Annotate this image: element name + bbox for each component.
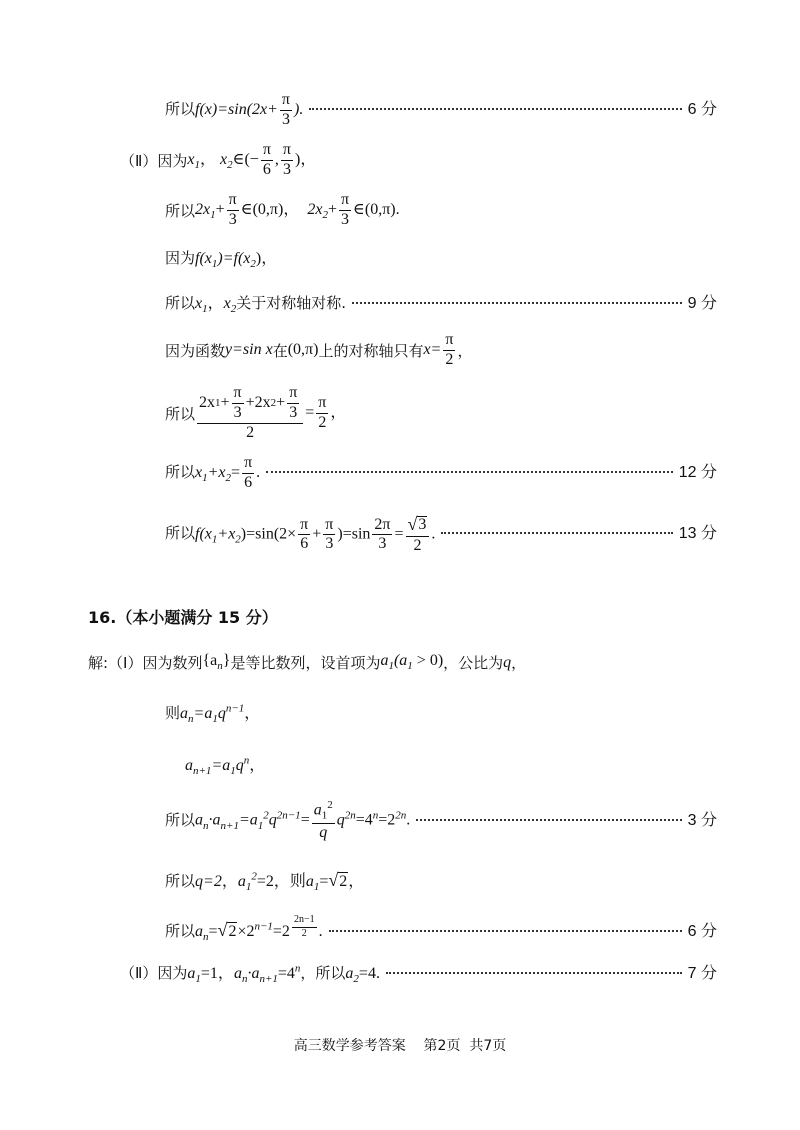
line-final-value	[165, 515, 717, 555]
score: 6 分	[687, 922, 717, 940]
text: （Ⅱ）因为	[120, 151, 188, 170]
text: 所以	[165, 872, 196, 891]
text: 解:（Ⅰ）因为数列	[88, 654, 203, 672]
formula: q	[503, 653, 512, 671]
text: ，	[511, 654, 527, 672]
line-solution-intro	[88, 652, 526, 673]
formula: $x_1$， $x_2\in(-$ $\frac{\pi}{6}$ , $\frac{\pi}{3}$ )，	[187, 141, 317, 178]
line-an-result	[165, 915, 717, 943]
text: 所以	[165, 201, 196, 220]
line-range	[165, 192, 400, 229]
line-sum	[165, 455, 717, 492]
line-q-value	[165, 868, 364, 893]
formula: $\{a_n\}$	[202, 652, 231, 673]
text: 所以	[165, 404, 196, 423]
text: 所以	[165, 810, 196, 829]
formula: f(x)=sin(2x+ $\frac{\pi}{3}$ ).	[195, 91, 304, 128]
line-part2-domain	[120, 142, 316, 179]
line-midpoint	[165, 385, 346, 441]
dot-leader	[266, 471, 673, 473]
formula: $f(x_1)=f(x_2)$，	[195, 250, 278, 271]
score: 13 分	[678, 525, 717, 543]
text: 是等比数列，设首项为	[230, 654, 381, 672]
formula: $a_n=a_1q^{n-1}$，	[180, 702, 261, 726]
formula: y=sin x	[225, 341, 273, 359]
formula: $a_2=4$.	[345, 965, 380, 986]
text: 所以	[165, 921, 196, 940]
text: ，	[457, 341, 473, 360]
text: 所以	[165, 294, 196, 312]
formula: $a_1=1$，$a_n\cdot a_{n+1}=4^n$	[187, 962, 301, 986]
text: 所以	[165, 462, 196, 481]
formula: q=2，$a_1^2=2$，则$a_1=$ √ 2 ，	[195, 870, 365, 894]
formula: $f(x_1+x_2)=\sin(2\times$ $\frac{\pi}{6}$ + $\frac{\pi}{3}$ )=sin $\frac{2\pi}{3}$ = √ 3 2 .	[195, 514, 436, 554]
line-axis	[165, 332, 472, 369]
text: 所以	[165, 99, 196, 118]
formula: $a_n\cdot a_{n+1}=a_1^2q^{2n-1}=$ $\frac{a_1^2}{q}$ $q^{2n}=4^n=2^{2n}$.	[195, 799, 411, 842]
formula: 2x 1 + $\frac{\pi}{3}$ +2x 2 + $\frac{\pi}{3}$ 2 = $\frac{\pi}{2}$ ，	[199, 384, 347, 441]
question-16-heading: 16.（本小题满分 15 分）	[88, 608, 278, 627]
text: 上的对称轴只有	[318, 341, 424, 360]
score: 7 分	[687, 965, 717, 982]
line-an	[165, 700, 260, 725]
formula: $x_1$，$x_2$	[195, 295, 237, 316]
dot-leader	[352, 302, 682, 304]
line-part2-a2	[120, 960, 717, 985]
text: ，公比为	[443, 654, 504, 672]
score: 12 分	[678, 463, 717, 481]
line-product	[165, 800, 717, 842]
line-f-x	[165, 92, 717, 129]
dot-leader	[329, 930, 682, 932]
dot-leader	[441, 532, 672, 534]
formula: $x_1+x_2=$ $\frac{\pi}{6}$ .	[195, 454, 261, 491]
dot-leader	[309, 108, 681, 110]
formula: $a_{n+1}=a_1q^n$，	[185, 754, 266, 778]
dot-leader	[416, 819, 681, 821]
formula: x= $\frac{\pi}{2}$	[423, 331, 454, 368]
line-an1	[185, 752, 265, 777]
line-f-equal	[165, 245, 277, 270]
text: ，所以	[300, 964, 346, 982]
text: 因为	[165, 249, 196, 268]
page-footer: 高三数学参考答案 第2页 共7页	[293, 1038, 507, 1054]
text: 在	[272, 341, 288, 360]
text: （Ⅱ）因为	[120, 964, 188, 982]
score: 9 分	[687, 295, 717, 312]
score: 3 分	[687, 811, 717, 829]
formula: $a_1(a_1 > 0)$	[380, 652, 444, 673]
text: 关于对称轴对称.	[236, 294, 347, 312]
formula: (0,π)	[287, 341, 319, 359]
text: 所以	[165, 524, 196, 543]
text: 则	[165, 704, 181, 723]
line-symmetric	[165, 290, 717, 315]
text: 因为函数	[165, 341, 226, 360]
score: 6 分	[687, 100, 717, 118]
formula: $2x_1+$ $\frac{\pi}{3}$ ∈(0,π)， $2x_2+$ $\frac{\pi}{3}$ ∈(0,π).	[195, 191, 400, 228]
formula: $a_n=$ √ 2 $\times 2^{n-1}=2$ $^{\frac{2n-1}{2}}$ .	[195, 914, 323, 944]
dot-leader	[386, 972, 682, 974]
